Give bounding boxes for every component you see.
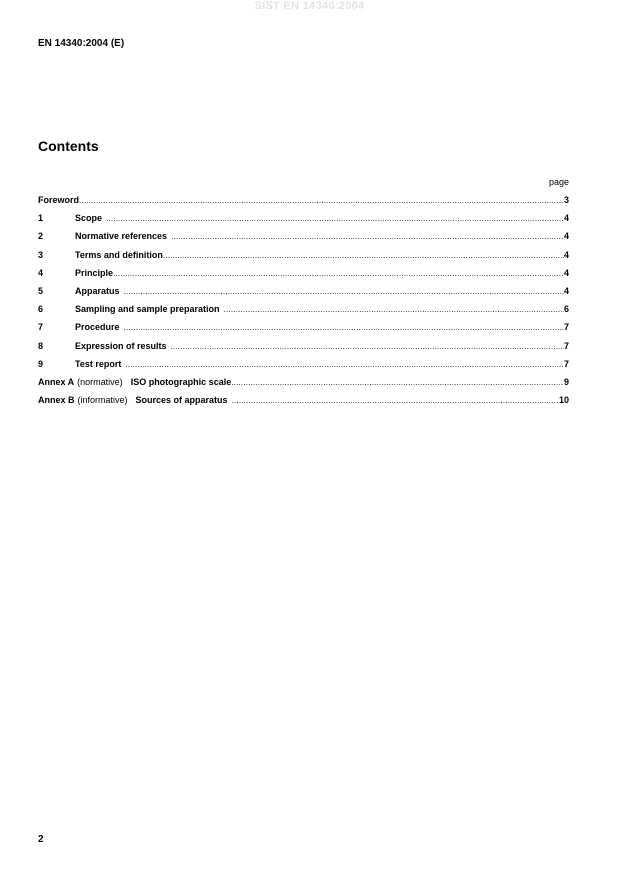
toc-entry-title: Terms and definition xyxy=(75,249,163,260)
toc-entry-page: 4 xyxy=(563,249,569,260)
page-column-label: page xyxy=(548,177,569,187)
toc-entry-page: 3 xyxy=(563,195,569,205)
toc-entry-title: Apparatus xyxy=(75,285,120,296)
toc-entry-foreword[interactable] xyxy=(38,194,569,212)
toc-entry-page: 4 xyxy=(563,213,569,224)
toc-entry-page: 10 xyxy=(558,395,569,406)
toc-leader-dots xyxy=(171,341,564,353)
toc-entry-terms-and-definition[interactable] xyxy=(38,249,569,267)
toc-entry-page: 4 xyxy=(563,267,569,278)
document-identifier: EN 14340:2004 (E) xyxy=(38,38,125,49)
toc-entry-principle[interactable] xyxy=(38,267,569,285)
toc-entry-number: 9 xyxy=(38,358,44,369)
toc-entry-number: 5 xyxy=(38,285,44,296)
contents-heading: Contents xyxy=(38,138,99,154)
toc-entry-title: Procedure xyxy=(75,322,120,333)
toc-leader-dots xyxy=(171,231,564,243)
toc-entry-apparatus[interactable] xyxy=(38,285,569,303)
toc-entry-procedure[interactable] xyxy=(38,321,569,339)
toc-entry-title: Foreword xyxy=(38,195,80,205)
toc-entry-sampling[interactable] xyxy=(38,303,569,321)
toc-entry-number: 3 xyxy=(38,249,44,260)
toc-entry-normative-references[interactable] xyxy=(38,230,569,248)
toc-entry-scope[interactable] xyxy=(38,212,569,230)
table-of-contents xyxy=(38,194,569,412)
toc-leader-dots xyxy=(163,250,564,262)
toc-leader-dots xyxy=(231,377,564,389)
toc-entry-number: 1 xyxy=(38,213,44,224)
toc-entry-page: 7 xyxy=(563,358,569,369)
toc-leader-dots xyxy=(106,213,564,225)
toc-entry-page: 9 xyxy=(563,376,569,387)
toc-entry-title: Scope xyxy=(75,213,103,224)
toc-leader-dots xyxy=(125,359,564,371)
toc-entry-title: Expression of results xyxy=(75,340,167,351)
toc-leader-dots xyxy=(113,268,564,280)
toc-entry-number: 6 xyxy=(38,304,44,315)
page-number: 2 xyxy=(38,834,44,845)
toc-entry-page: 7 xyxy=(563,322,569,333)
toc-entry-page: 6 xyxy=(563,304,569,315)
annex-qualifier: (informative) xyxy=(77,395,128,406)
annex-label: Annex B xyxy=(38,395,75,406)
toc-entry-annex-a[interactable] xyxy=(38,376,569,394)
annex-qualifier: (normative) xyxy=(77,376,123,387)
toc-entry-annex-b[interactable] xyxy=(38,394,569,412)
toc-entry-number: 8 xyxy=(38,340,44,351)
annex-label: Annex A xyxy=(38,376,75,387)
toc-leader-dots xyxy=(124,286,564,298)
toc-leader-dots xyxy=(79,195,564,207)
toc-entry-page: 4 xyxy=(563,285,569,296)
toc-entry-title: Principle xyxy=(75,267,114,278)
toc-entry-title: Sampling and sample preparation xyxy=(75,304,220,315)
toc-entry-page: 7 xyxy=(563,340,569,351)
toc-entry-title: Normative references xyxy=(75,231,168,242)
toc-leader-dots xyxy=(232,395,559,407)
toc-entry-page: 4 xyxy=(563,231,569,242)
toc-entry-test-report[interactable] xyxy=(38,358,569,376)
toc-entry-title: ISO photographic scale xyxy=(130,376,232,387)
toc-entry-expression-of-results[interactable] xyxy=(38,340,569,358)
toc-entry-title: Test report xyxy=(75,358,122,369)
toc-leader-dots xyxy=(224,304,564,316)
toc-leader-dots xyxy=(124,322,564,334)
toc-entry-title: Sources of apparatus xyxy=(135,395,228,406)
toc-entry-number: 7 xyxy=(38,322,44,333)
toc-entry-number: 2 xyxy=(38,231,44,242)
toc-entry-number: 4 xyxy=(38,267,44,278)
watermark: SIST EN 14340:2004 xyxy=(254,0,365,12)
